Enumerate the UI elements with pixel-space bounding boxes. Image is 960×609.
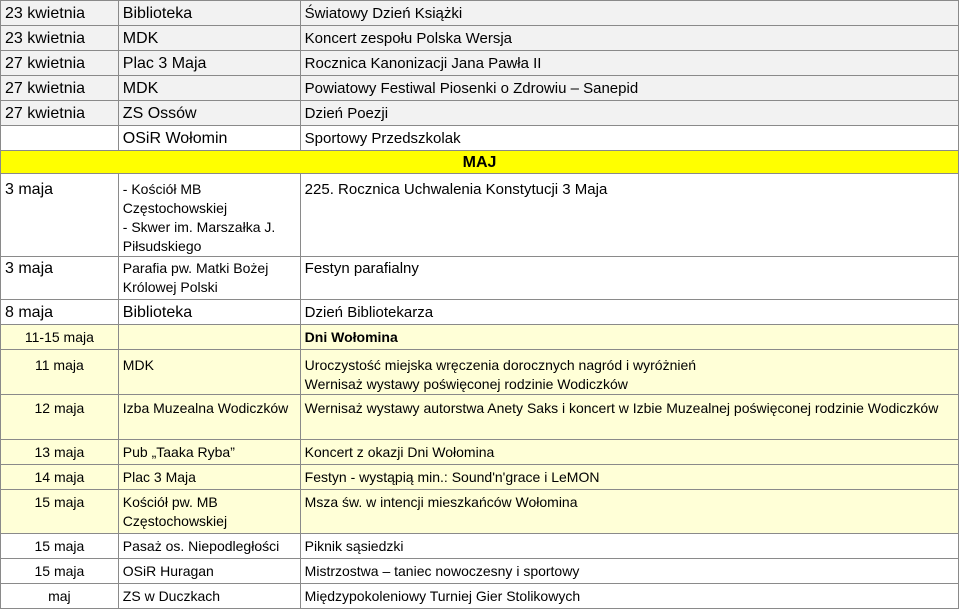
date-cell: 8 maja [1,300,119,325]
event-cell: Piknik sąsiedzki [300,534,958,559]
event-cell: Powiatowy Festiwal Piosenki o Zdrowiu – Sanepid [300,76,958,101]
event-cell: Uroczystość miejska wręczenia dorocznych nagród i wyróżnień Wernisaż wystawy poświęconej rodzinie Wodiczków [300,350,958,395]
table-row [1,534,959,559]
event-cell: Koncert z okazji Dni Wołomina [300,440,958,465]
section-header-row [1,151,959,174]
place-cell: MDK [118,26,300,51]
place-cell: Pub „Taaka Ryba” [118,440,300,465]
date-cell: 27 kwietnia [1,51,119,76]
event-cell: Międzypokoleniowy Turniej Gier Stolikowych [300,584,958,609]
place-cell: Izba Muzealna Wodiczków [118,395,300,440]
place-cell: Kościół pw. MB Częstochowskiej [118,490,300,534]
date-cell: 12 maja [1,395,119,440]
event-cell: Mistrzostwa – taniec nowoczesny i sportowy [300,559,958,584]
date-cell: 23 kwietnia [1,1,119,26]
event-cell: Festyn parafialny [300,257,958,300]
table-row [1,1,959,26]
table-row [1,257,959,300]
table-row [1,174,959,257]
place-cell: ZS Ossów [118,101,300,126]
date-cell: 3 maja [1,257,119,300]
table-row [1,76,959,101]
event-cell: Dzień Bibliotekarza [300,300,958,325]
place-cell: Biblioteka [118,1,300,26]
table-row [1,350,959,395]
place-cell: - Kościół MB Częstochowskiej - Skwer im. Marszałka J. Piłsudskiego [118,174,300,257]
date-cell: maj [1,584,119,609]
table-row [1,395,959,440]
event-cell: Światowy Dzień Książki [300,1,958,26]
date-cell: 14 maja [1,465,119,490]
event-cell: Festyn - wystąpią min.: Sound'n'grace i LeMON [300,465,958,490]
event-cell: Sportowy Przedszkolak [300,126,958,151]
date-cell: 27 kwietnia [1,101,119,126]
date-range-cell: 11-15 maja [1,325,119,350]
date-cell: 3 maja [1,174,119,257]
table-row [1,490,959,534]
place-cell: MDK [118,76,300,101]
table-row [1,300,959,325]
date-cell [1,126,119,151]
place-cell: OSiR Wołomin [118,126,300,151]
place-cell: Pasaż os. Niepodległości [118,534,300,559]
date-cell: 15 maja [1,534,119,559]
place-cell: Plac 3 Maja [118,465,300,490]
event-cell: Msza św. w intencji mieszkańców Wołomina [300,490,958,534]
place-cell: OSiR Huragan [118,559,300,584]
dni-wolomina-row [1,325,959,350]
place-cell: Parafia pw. Matki Bożej Królowej Polski [118,257,300,300]
date-cell: 23 kwietnia [1,26,119,51]
place-cell: ZS w Duczkach [118,584,300,609]
date-cell: 11 maja [1,350,119,395]
event-cell: Wernisaż wystawy autorstwa Anety Saks i koncert w Izbie Muzealnej poświęconej rodzinie Wodiczków [300,395,958,440]
place-cell: MDK [118,350,300,395]
table-row [1,584,959,609]
event-cell: 225. Rocznica Uchwalenia Konstytucji 3 Maja [300,174,958,257]
section-header: MAJ [1,151,959,174]
date-cell: 15 maja [1,559,119,584]
date-cell: 13 maja [1,440,119,465]
event-cell: Dzień Poezji [300,101,958,126]
place-cell: Plac 3 Maja [118,51,300,76]
event-title-cell: Dni Wołomina [300,325,958,350]
table-row [1,126,959,151]
table-row [1,440,959,465]
empty-cell [118,325,300,350]
table-row [1,465,959,490]
table-row [1,26,959,51]
table-row [1,51,959,76]
table-row [1,559,959,584]
date-cell: 27 kwietnia [1,76,119,101]
event-cell: Rocznica Kanonizacji Jana Pawła II [300,51,958,76]
date-cell: 15 maja [1,490,119,534]
event-cell: Koncert zespołu Polska Wersja [300,26,958,51]
place-cell: Biblioteka [118,300,300,325]
table-row [1,101,959,126]
